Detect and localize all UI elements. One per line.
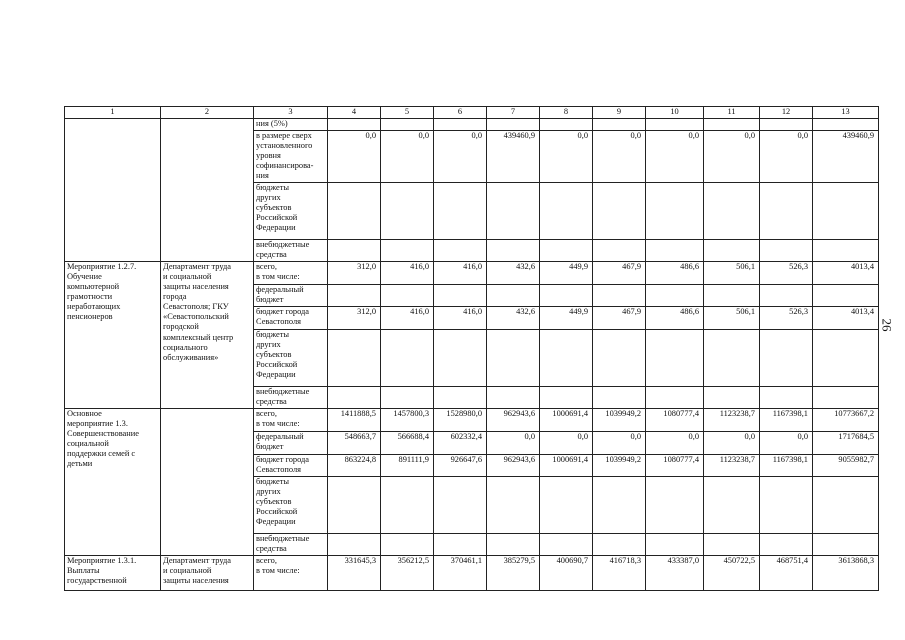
amount-cell: 0,0 bbox=[760, 432, 813, 455]
amount-cell bbox=[381, 285, 434, 307]
amount-cell bbox=[760, 285, 813, 307]
amount-cell: 468751,4 bbox=[760, 556, 813, 591]
amount-cell bbox=[593, 285, 646, 307]
amount-cell: 506,1 bbox=[704, 262, 760, 285]
executor-cell: Департамент труда и социальной защиты населения города Севастополя; ГКУ «Севастопольский городской комплексный центр социального обслуживания» bbox=[161, 262, 254, 409]
funding-source-cell: всего, в том числе: bbox=[254, 262, 328, 285]
amount-cell: 416,0 bbox=[434, 307, 487, 330]
amount-cell: 0,0 bbox=[381, 131, 434, 183]
amount-cell: 962943,6 bbox=[487, 409, 540, 432]
amount-cell bbox=[813, 285, 879, 307]
amount-cell: 0,0 bbox=[593, 432, 646, 455]
column-header: 6 bbox=[434, 107, 487, 119]
amount-cell: 9055982,7 bbox=[813, 455, 879, 477]
executor-cell: Департамент труда и социальной защиты населения bbox=[161, 556, 254, 591]
column-header: 10 bbox=[646, 107, 704, 119]
amount-cell: 439460,9 bbox=[487, 131, 540, 183]
amount-cell: 1000691,4 bbox=[540, 409, 593, 432]
funding-source-cell: бюджет города Севастополя bbox=[254, 455, 328, 477]
activity-name-cell: Основное мероприятие 1.3. Совершенствование социальной поддержки семей с детьми bbox=[65, 409, 161, 556]
activity-name-cell: Мероприятие 1.2.7. Обучение компьютерной грамотности неработающих пенсионеров bbox=[65, 262, 161, 409]
budget-table bbox=[64, 106, 879, 591]
amount-cell bbox=[434, 183, 487, 240]
amount-cell bbox=[646, 330, 704, 387]
funding-source-cell: внебюджетные средства bbox=[254, 387, 328, 409]
funding-source-cell: федеральный бюджет bbox=[254, 432, 328, 455]
amount-cell: 602332,4 bbox=[434, 432, 487, 455]
amount-cell bbox=[434, 534, 487, 556]
amount-cell bbox=[646, 183, 704, 240]
amount-cell bbox=[487, 477, 540, 534]
amount-cell bbox=[381, 477, 434, 534]
amount-cell: 548663,7 bbox=[328, 432, 381, 455]
amount-cell: 0,0 bbox=[646, 131, 704, 183]
amount-cell bbox=[328, 183, 381, 240]
amount-cell bbox=[760, 119, 813, 131]
amount-cell bbox=[434, 477, 487, 534]
amount-cell bbox=[487, 119, 540, 131]
amount-cell bbox=[328, 285, 381, 307]
amount-cell bbox=[813, 534, 879, 556]
amount-cell bbox=[381, 183, 434, 240]
amount-cell bbox=[487, 330, 540, 387]
amount-cell bbox=[487, 183, 540, 240]
amount-cell: 449,9 bbox=[540, 307, 593, 330]
column-header: 1 bbox=[65, 107, 161, 119]
column-header: 8 bbox=[540, 107, 593, 119]
amount-cell: 416718,3 bbox=[593, 556, 646, 591]
amount-cell: 0,0 bbox=[540, 432, 593, 455]
amount-cell: 400690,7 bbox=[540, 556, 593, 591]
amount-cell bbox=[646, 534, 704, 556]
amount-cell bbox=[381, 240, 434, 262]
amount-cell: 1123238,7 bbox=[704, 409, 760, 432]
amount-cell bbox=[646, 387, 704, 409]
amount-cell: 0,0 bbox=[434, 131, 487, 183]
amount-cell bbox=[381, 534, 434, 556]
amount-cell bbox=[540, 534, 593, 556]
column-header: 9 bbox=[593, 107, 646, 119]
amount-cell: 450722,5 bbox=[704, 556, 760, 591]
amount-cell bbox=[646, 285, 704, 307]
amount-cell bbox=[646, 119, 704, 131]
amount-cell bbox=[760, 534, 813, 556]
amount-cell: 1039949,2 bbox=[593, 409, 646, 432]
amount-cell bbox=[760, 183, 813, 240]
funding-source-cell: бюджеты других субъектов Российской Федерации bbox=[254, 477, 328, 534]
column-header: 13 bbox=[813, 107, 879, 119]
amount-cell: 356212,5 bbox=[381, 556, 434, 591]
amount-cell: 0,0 bbox=[704, 131, 760, 183]
amount-cell: 1411888,5 bbox=[328, 409, 381, 432]
amount-cell bbox=[434, 330, 487, 387]
amount-cell: 10773667,2 bbox=[813, 409, 879, 432]
amount-cell: 863224,8 bbox=[328, 455, 381, 477]
amount-cell bbox=[704, 387, 760, 409]
amount-cell bbox=[704, 285, 760, 307]
amount-cell: 1039949,2 bbox=[593, 455, 646, 477]
amount-cell bbox=[593, 330, 646, 387]
amount-cell bbox=[593, 183, 646, 240]
header-row bbox=[65, 107, 879, 119]
amount-cell: 467,9 bbox=[593, 262, 646, 285]
amount-cell bbox=[813, 330, 879, 387]
funding-source-cell: внебюджетные средства bbox=[254, 534, 328, 556]
amount-cell bbox=[760, 330, 813, 387]
amount-cell bbox=[704, 240, 760, 262]
amount-cell bbox=[540, 240, 593, 262]
amount-cell: 433387,0 bbox=[646, 556, 704, 591]
table-row bbox=[65, 262, 879, 285]
amount-cell: 1000691,4 bbox=[540, 455, 593, 477]
amount-cell bbox=[704, 183, 760, 240]
amount-cell: 891111,9 bbox=[381, 455, 434, 477]
amount-cell: 4013,4 bbox=[813, 307, 879, 330]
amount-cell: 0,0 bbox=[487, 432, 540, 455]
amount-cell: 526,3 bbox=[760, 307, 813, 330]
amount-cell: 0,0 bbox=[540, 131, 593, 183]
amount-cell: 3613868,3 bbox=[813, 556, 879, 591]
amount-cell: 416,0 bbox=[381, 307, 434, 330]
column-header: 3 bbox=[254, 107, 328, 119]
amount-cell: 331645,3 bbox=[328, 556, 381, 591]
activity-name-cell: Мероприятие 1.3.1. Выплаты государственной bbox=[65, 556, 161, 591]
amount-cell: 467,9 bbox=[593, 307, 646, 330]
amount-cell: 1457800,3 bbox=[381, 409, 434, 432]
amount-cell bbox=[381, 119, 434, 131]
table-row bbox=[65, 119, 879, 131]
amount-cell bbox=[704, 477, 760, 534]
amount-cell bbox=[704, 119, 760, 131]
funding-source-cell: в размере сверх установленного уровня софинансирова- ния bbox=[254, 131, 328, 183]
amount-cell bbox=[328, 240, 381, 262]
amount-cell: 0,0 bbox=[760, 131, 813, 183]
amount-cell bbox=[487, 387, 540, 409]
amount-cell: 486,6 bbox=[646, 307, 704, 330]
amount-cell bbox=[540, 330, 593, 387]
amount-cell bbox=[487, 534, 540, 556]
amount-cell: 1167398,1 bbox=[760, 409, 813, 432]
amount-cell bbox=[646, 240, 704, 262]
amount-cell bbox=[760, 387, 813, 409]
amount-cell bbox=[760, 477, 813, 534]
funding-source-cell: бюджеты других субъектов Российской Федерации bbox=[254, 330, 328, 387]
amount-cell: 416,0 bbox=[434, 262, 487, 285]
amount-cell: 962943,6 bbox=[487, 455, 540, 477]
amount-cell: 0,0 bbox=[593, 131, 646, 183]
amount-cell bbox=[813, 240, 879, 262]
amount-cell bbox=[593, 534, 646, 556]
table-row bbox=[65, 556, 879, 591]
amount-cell: 449,9 bbox=[540, 262, 593, 285]
column-header: 5 bbox=[381, 107, 434, 119]
column-header: 11 bbox=[704, 107, 760, 119]
amount-cell: 1080777,4 bbox=[646, 455, 704, 477]
amount-cell bbox=[434, 387, 487, 409]
amount-cell bbox=[434, 285, 487, 307]
amount-cell bbox=[381, 387, 434, 409]
amount-cell bbox=[540, 119, 593, 131]
column-header: 2 bbox=[161, 107, 254, 119]
amount-cell bbox=[593, 119, 646, 131]
amount-cell: 1528980,0 bbox=[434, 409, 487, 432]
executor-cell bbox=[161, 409, 254, 556]
funding-source-cell: бюджеты других субъектов Российской Федерации bbox=[254, 183, 328, 240]
amount-cell: 432,6 bbox=[487, 262, 540, 285]
amount-cell bbox=[593, 387, 646, 409]
amount-cell: 312,0 bbox=[328, 307, 381, 330]
amount-cell bbox=[540, 183, 593, 240]
amount-cell bbox=[381, 330, 434, 387]
amount-cell bbox=[813, 183, 879, 240]
amount-cell bbox=[328, 477, 381, 534]
amount-cell bbox=[646, 477, 704, 534]
funding-source-cell: внебюджетные средства bbox=[254, 240, 328, 262]
funding-source-cell: ния (5%) bbox=[254, 119, 328, 131]
amount-cell: 1167398,1 bbox=[760, 455, 813, 477]
amount-cell: 0,0 bbox=[328, 131, 381, 183]
funding-source-cell: всего, в том числе: bbox=[254, 556, 328, 591]
amount-cell bbox=[704, 534, 760, 556]
amount-cell: 1080777,4 bbox=[646, 409, 704, 432]
amount-cell: 0,0 bbox=[646, 432, 704, 455]
amount-cell bbox=[328, 534, 381, 556]
amount-cell bbox=[813, 477, 879, 534]
executor-cell bbox=[161, 119, 254, 262]
column-header: 7 bbox=[487, 107, 540, 119]
amount-cell bbox=[487, 285, 540, 307]
amount-cell bbox=[434, 240, 487, 262]
amount-cell: 432,6 bbox=[487, 307, 540, 330]
amount-cell: 385279,5 bbox=[487, 556, 540, 591]
amount-cell bbox=[593, 477, 646, 534]
amount-cell: 0,0 bbox=[704, 432, 760, 455]
amount-cell bbox=[487, 240, 540, 262]
amount-cell: 370461,1 bbox=[434, 556, 487, 591]
amount-cell bbox=[540, 285, 593, 307]
amount-cell bbox=[328, 330, 381, 387]
amount-cell: 566688,4 bbox=[381, 432, 434, 455]
funding-source-cell: бюджет города Севастополя bbox=[254, 307, 328, 330]
amount-cell bbox=[813, 119, 879, 131]
amount-cell: 1123238,7 bbox=[704, 455, 760, 477]
amount-cell bbox=[328, 119, 381, 131]
amount-cell: 526,3 bbox=[760, 262, 813, 285]
amount-cell: 486,6 bbox=[646, 262, 704, 285]
column-header: 12 bbox=[760, 107, 813, 119]
amount-cell bbox=[540, 387, 593, 409]
amount-cell bbox=[593, 240, 646, 262]
funding-source-cell: федеральный бюджет bbox=[254, 285, 328, 307]
amount-cell: 506,1 bbox=[704, 307, 760, 330]
amount-cell bbox=[760, 240, 813, 262]
table-row bbox=[65, 409, 879, 432]
amount-cell bbox=[328, 387, 381, 409]
amount-cell: 416,0 bbox=[381, 262, 434, 285]
amount-cell: 4013,4 bbox=[813, 262, 879, 285]
amount-cell: 312,0 bbox=[328, 262, 381, 285]
amount-cell: 1717684,5 bbox=[813, 432, 879, 455]
amount-cell bbox=[434, 119, 487, 131]
amount-cell: 439460,9 bbox=[813, 131, 879, 183]
funding-source-cell: всего, в том числе: bbox=[254, 409, 328, 432]
amount-cell bbox=[540, 477, 593, 534]
page-number: 26 bbox=[879, 318, 895, 332]
amount-cell bbox=[704, 330, 760, 387]
activity-name-cell bbox=[65, 119, 161, 262]
column-header: 4 bbox=[328, 107, 381, 119]
amount-cell bbox=[813, 387, 879, 409]
amount-cell: 926647,6 bbox=[434, 455, 487, 477]
